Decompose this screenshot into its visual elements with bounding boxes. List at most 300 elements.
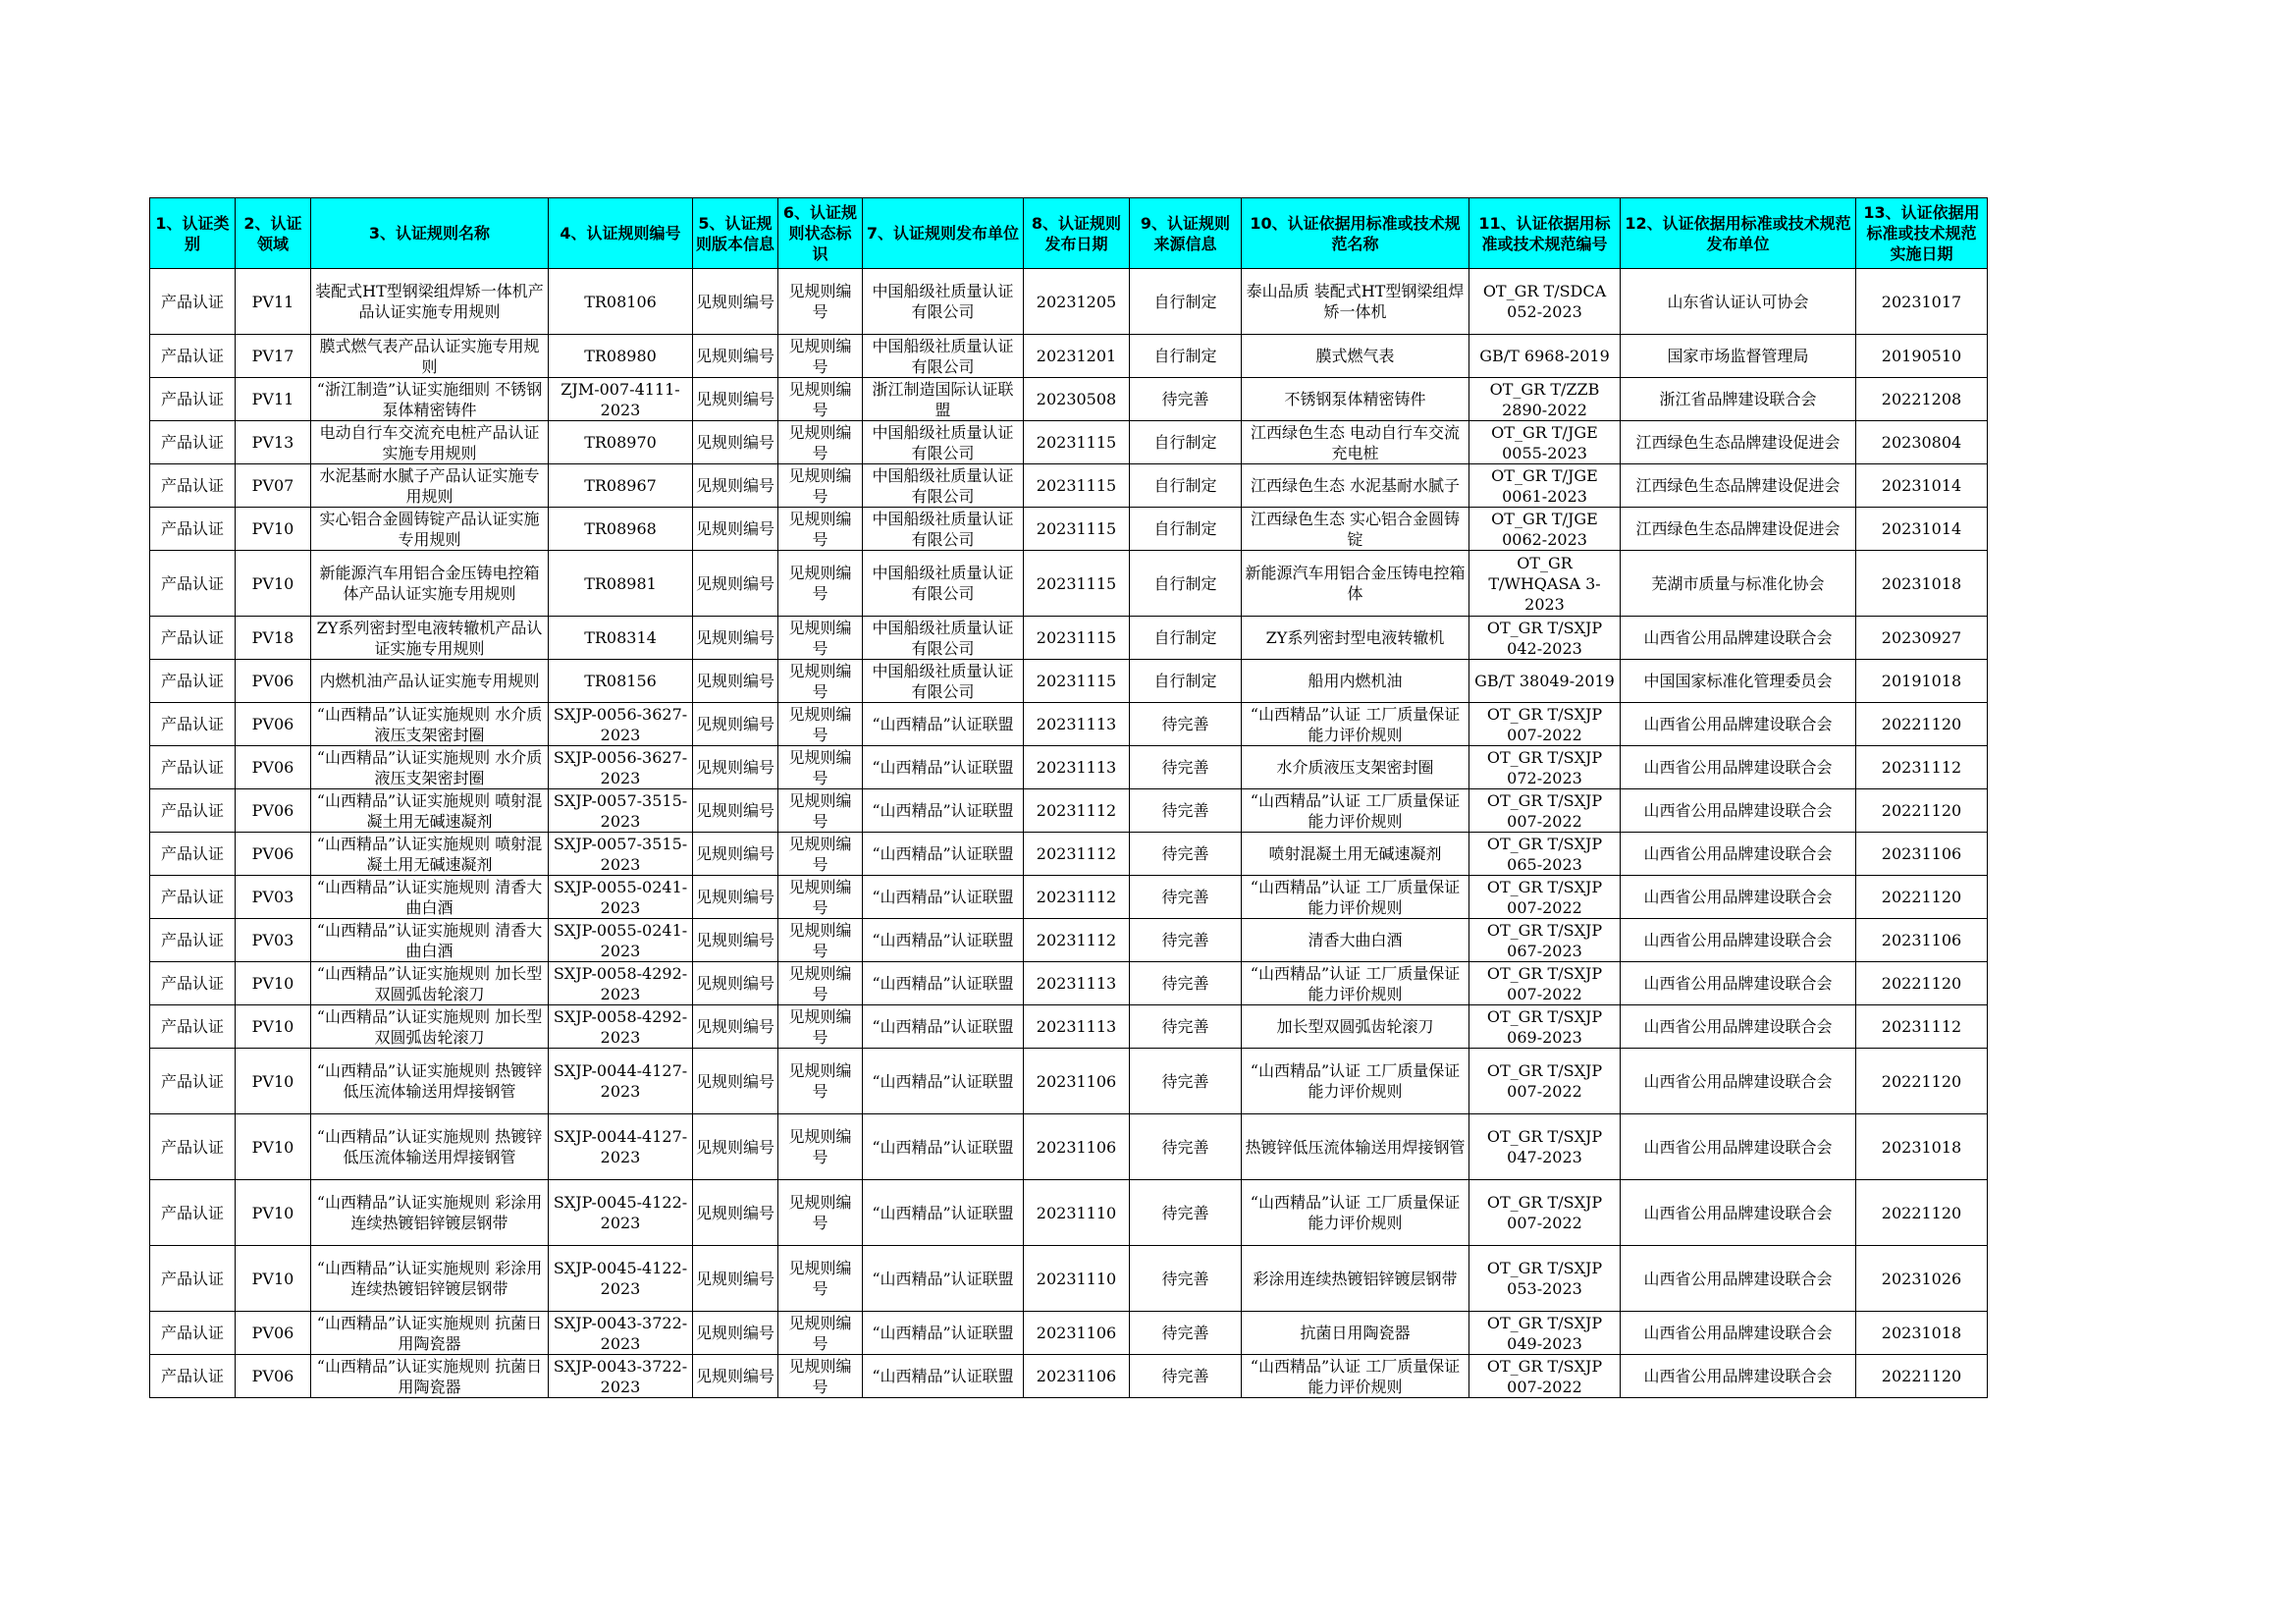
cell-text: 产品认证 — [160, 573, 224, 593]
cell-text: 自行制定 — [1153, 476, 1217, 495]
cell-text: 山西省公用品牌建设联合会 — [1643, 1203, 1833, 1222]
cell-text: 中国船级社质量认证有限公司 — [872, 661, 1014, 701]
cell-rule-publisher — [863, 1355, 1024, 1398]
cell-text: 20191018 — [1881, 672, 1962, 690]
cell-text: 见规则编号 — [788, 1061, 852, 1101]
cell-text: PV10 — [251, 974, 294, 993]
cell-rule-source — [1130, 1049, 1242, 1114]
cell-standard-date — [1856, 876, 1988, 919]
cell-text: 20231112 — [1036, 801, 1117, 820]
cell-standard-date — [1856, 464, 1988, 508]
cell-cert-category — [150, 1355, 236, 1398]
header-standard-date: 13、认证依据用标准或技术规范实施日期 — [1856, 198, 1988, 269]
cell-rule-status — [778, 1312, 863, 1355]
cell-text: “山西精品”认证联盟 — [872, 844, 1014, 863]
cell-rule-publisher — [863, 789, 1024, 833]
cell-cert-category — [150, 1312, 236, 1355]
cell-standard-number — [1469, 1355, 1621, 1398]
cell-rule-source — [1130, 464, 1242, 508]
cell-text: 不锈钢泵体精密铸件 — [1284, 390, 1426, 408]
cell-rule-publisher — [863, 335, 1024, 378]
table-body — [150, 269, 1988, 1398]
cell-rule-number — [549, 1246, 693, 1312]
cell-text: SXJP-0043-3722-2023 — [553, 1356, 688, 1396]
cell-text: 见规则编号 — [788, 877, 852, 917]
cell-text: SXJP-0055-0241-2023 — [553, 877, 688, 917]
cell-text: OT_GR T/JGE 0062-2023 — [1491, 509, 1598, 549]
cell-rule-version — [693, 1355, 778, 1398]
cell-text: PV06 — [251, 1367, 294, 1385]
cell-text: 自行制定 — [1153, 433, 1217, 452]
cell-rule-publisher — [863, 1180, 1024, 1246]
cell-cert-field — [236, 833, 311, 876]
cell-rule-source — [1130, 617, 1242, 660]
cell-standard-name — [1242, 1114, 1469, 1180]
cell-text: 待完善 — [1161, 390, 1209, 408]
cell-text: 见规则编号 — [696, 433, 774, 452]
cell-text: 见规则编号 — [696, 1203, 774, 1222]
cell-text: 见规则编号 — [788, 618, 852, 658]
cell-rule-number — [549, 789, 693, 833]
table-row — [150, 919, 1988, 962]
cell-text: 20231018 — [1881, 573, 1962, 593]
cell-rule-status — [778, 1246, 863, 1312]
cell-cert-field — [236, 617, 311, 660]
cell-standard-date — [1856, 660, 1988, 703]
cell-standard-number — [1469, 1114, 1621, 1180]
cell-text: 20231018 — [1881, 1324, 1962, 1342]
cell-text: 20221120 — [1881, 801, 1962, 820]
header-rule-version: 5、认证规则版本信息 — [693, 198, 778, 269]
cell-text: OT_GR T/SXJP 069-2023 — [1486, 1006, 1603, 1047]
cell-text: 20190510 — [1881, 347, 1962, 365]
cell-text: 见规则编号 — [788, 379, 852, 419]
cell-text: “山西精品”认证 工厂质量保证能力评价规则 — [1250, 790, 1461, 831]
cell-text: PV10 — [251, 519, 294, 538]
cell-rule-date — [1024, 1180, 1130, 1246]
cell-text: PV06 — [251, 801, 294, 820]
cell-text: 见规则编号 — [696, 758, 774, 777]
cell-standard-name — [1242, 551, 1469, 617]
cell-cert-field — [236, 703, 311, 746]
cell-cert-category — [150, 1049, 236, 1114]
cell-rule-version — [693, 876, 778, 919]
cell-rule-source — [1130, 789, 1242, 833]
cell-standard-name — [1242, 660, 1469, 703]
cell-standard-publisher — [1621, 1049, 1856, 1114]
cell-text: GB/T 6968-2019 — [1479, 347, 1610, 365]
cell-text: 产品认证 — [160, 476, 224, 495]
cell-rule-version — [693, 269, 778, 335]
cell-text: 20231110 — [1036, 1269, 1117, 1288]
cell-standard-number — [1469, 833, 1621, 876]
cell-rule-name — [311, 464, 549, 508]
cell-text: 产品认证 — [160, 519, 224, 538]
cell-text: TR08981 — [584, 573, 657, 593]
cell-rule-version — [693, 919, 778, 962]
header-cert-category: 1、认证类别 — [150, 198, 236, 269]
cell-standard-name — [1242, 919, 1469, 962]
cell-text: 产品认证 — [160, 1269, 224, 1288]
cell-text: 见规则编号 — [788, 704, 852, 744]
cell-rule-name — [311, 1246, 549, 1312]
cell-text: “山西精品”认证实施规则 清香大曲白酒 — [316, 920, 543, 960]
cell-text: 芜湖市质量与标准化协会 — [1651, 573, 1825, 593]
table-row — [150, 833, 1988, 876]
cell-text: 见规则编号 — [788, 1259, 852, 1298]
cell-text: 见规则编号 — [788, 790, 852, 831]
cell-text: 见规则编号 — [696, 1324, 774, 1342]
cell-standard-publisher — [1621, 1114, 1856, 1180]
cell-text: OT_GR T/WHQASA 3-2023 — [1488, 553, 1601, 614]
cell-rule-publisher — [863, 617, 1024, 660]
cell-text: 见规则编号 — [788, 963, 852, 1003]
cell-rule-source — [1130, 378, 1242, 421]
cell-standard-number — [1469, 421, 1621, 464]
cell-rule-source — [1130, 703, 1242, 746]
header-standard-name: 10、认证依据用标准或技术规范名称 — [1242, 198, 1469, 269]
cell-text: PV06 — [251, 844, 294, 863]
cell-cert-field — [236, 962, 311, 1005]
cell-text: 20231017 — [1881, 292, 1962, 311]
cell-rule-source — [1130, 1180, 1242, 1246]
cell-text: ZJM-007-4111-2023 — [561, 379, 680, 419]
header-rule-status: 6、认证规则状态标识 — [778, 198, 863, 269]
cell-rule-source — [1130, 421, 1242, 464]
cell-text: 产品认证 — [160, 758, 224, 777]
cell-text: “山西精品”认证联盟 — [872, 1017, 1014, 1036]
cell-rule-version — [693, 962, 778, 1005]
cell-text: 20221120 — [1881, 1367, 1962, 1385]
cell-rule-version — [693, 1312, 778, 1355]
cell-text: 泰山品质 装配式HT型钢梁组焊矫一体机 — [1246, 282, 1465, 321]
cell-rule-version — [693, 746, 778, 789]
cell-text: PV03 — [251, 888, 294, 906]
cell-text: 20231115 — [1036, 476, 1117, 495]
cell-rule-source — [1130, 1355, 1242, 1398]
cell-rule-publisher — [863, 1114, 1024, 1180]
cell-text: OT_GR T/SXJP 065-2023 — [1486, 834, 1603, 874]
cell-text: 江西绿色生态品牌建设促进会 — [1635, 476, 1841, 495]
cell-text: GB/T 38049-2019 — [1474, 672, 1615, 690]
cell-rule-publisher — [863, 1312, 1024, 1355]
cell-text: 内燃机油产品认证实施专用规则 — [319, 672, 540, 690]
cell-text: 见规则编号 — [788, 1193, 852, 1232]
cell-text: 20231115 — [1036, 519, 1117, 538]
cell-standard-publisher — [1621, 876, 1856, 919]
cell-text: 自行制定 — [1153, 519, 1217, 538]
cell-text: 见规则编号 — [696, 628, 774, 647]
cell-rule-number — [549, 617, 693, 660]
cell-text: 山西省公用品牌建设联合会 — [1643, 931, 1833, 949]
cell-standard-number — [1469, 876, 1621, 919]
cell-text: 20231112 — [1036, 931, 1117, 949]
table-row — [150, 962, 1988, 1005]
cell-text: “山西精品”认证联盟 — [872, 1367, 1014, 1385]
cell-text: 见规则编号 — [788, 1006, 852, 1047]
cell-text: 山西省公用品牌建设联合会 — [1643, 1324, 1833, 1342]
cell-text: 20231026 — [1881, 1269, 1962, 1288]
cell-text: PV07 — [251, 476, 294, 495]
cell-rule-status — [778, 617, 863, 660]
cell-rule-publisher — [863, 919, 1024, 962]
cell-cert-category — [150, 617, 236, 660]
cell-standard-date — [1856, 962, 1988, 1005]
cell-text: 20231014 — [1881, 519, 1962, 538]
cell-standard-number — [1469, 660, 1621, 703]
cell-rule-number — [549, 508, 693, 551]
cell-standard-date — [1856, 1312, 1988, 1355]
cell-text: 喷射混凝土用无碱速凝剂 — [1268, 844, 1442, 863]
cell-rule-source — [1130, 1246, 1242, 1312]
cell-text: 产品认证 — [160, 628, 224, 647]
cell-text: 膜式燃气表产品认证实施专用规则 — [319, 336, 540, 376]
cell-text: SXJP-0044-4127-2023 — [553, 1061, 688, 1101]
cell-standard-date — [1856, 833, 1988, 876]
cell-rule-date — [1024, 703, 1130, 746]
table-row — [150, 660, 1988, 703]
cell-rule-date — [1024, 617, 1130, 660]
cell-standard-date — [1856, 551, 1988, 617]
cell-text: 山西省公用品牌建设联合会 — [1643, 715, 1833, 733]
cell-rule-version — [693, 378, 778, 421]
cell-text: PV10 — [251, 1269, 294, 1288]
cell-rule-status — [778, 1114, 863, 1180]
cell-rule-name — [311, 269, 549, 335]
cell-rule-source — [1130, 876, 1242, 919]
cell-rule-date — [1024, 1005, 1130, 1049]
cell-text: 产品认证 — [160, 844, 224, 863]
cell-text: 产品认证 — [160, 888, 224, 906]
cell-text: 山西省公用品牌建设联合会 — [1643, 628, 1833, 647]
cell-text: 见规则编号 — [788, 465, 852, 506]
cell-text: 待完善 — [1161, 931, 1209, 949]
cell-cert-field — [236, 1005, 311, 1049]
cell-rule-publisher — [863, 660, 1024, 703]
cell-text: 山西省公用品牌建设联合会 — [1643, 844, 1833, 863]
table-row — [150, 335, 1988, 378]
cell-rule-status — [778, 464, 863, 508]
cell-text: 20231112 — [1036, 888, 1117, 906]
cell-text: 待完善 — [1161, 844, 1209, 863]
cell-text: 20231115 — [1036, 573, 1117, 593]
cell-rule-name — [311, 617, 549, 660]
cell-rule-status — [778, 746, 863, 789]
cell-text: 20221120 — [1881, 974, 1962, 993]
cell-rule-publisher — [863, 464, 1024, 508]
cell-standard-number — [1469, 1246, 1621, 1312]
cell-standard-number — [1469, 703, 1621, 746]
cell-rule-publisher — [863, 508, 1024, 551]
cell-text: 装配式HT型钢梁组焊矫一体机产品认证实施专用规则 — [315, 282, 544, 321]
cell-text: OT_GR T/SXJP 007-2022 — [1486, 1061, 1603, 1101]
cell-rule-name — [311, 1114, 549, 1180]
cell-text: 中国船级社质量认证有限公司 — [872, 618, 1014, 658]
cell-text: 见规则编号 — [788, 661, 852, 701]
cell-text: OT_GR T/SXJP 007-2022 — [1486, 1193, 1603, 1232]
cell-standard-name — [1242, 962, 1469, 1005]
cell-text: “山西精品”认证联盟 — [872, 1269, 1014, 1288]
cell-cert-field — [236, 421, 311, 464]
cell-text: PV06 — [251, 758, 294, 777]
cell-text: 水泥基耐水腻子产品认证实施专用规则 — [319, 465, 540, 506]
cell-cert-field — [236, 508, 311, 551]
cell-standard-publisher — [1621, 269, 1856, 335]
cell-rule-version — [693, 789, 778, 833]
cell-text: 产品认证 — [160, 1324, 224, 1342]
cell-rule-number — [549, 660, 693, 703]
cell-cert-category — [150, 508, 236, 551]
cell-rule-name — [311, 1049, 549, 1114]
cell-rule-publisher — [863, 876, 1024, 919]
cell-standard-number — [1469, 746, 1621, 789]
cell-rule-date — [1024, 833, 1130, 876]
cell-standard-date — [1856, 919, 1988, 962]
cell-standard-number — [1469, 962, 1621, 1005]
cell-cert-field — [236, 1312, 311, 1355]
cell-text: 见规则编号 — [696, 1017, 774, 1036]
cell-standard-number — [1469, 919, 1621, 962]
table-row — [150, 789, 1988, 833]
cell-text: 20231106 — [1881, 844, 1962, 863]
cell-text: “山西精品”认证 工厂质量保证能力评价规则 — [1250, 963, 1461, 1003]
cell-rule-name — [311, 508, 549, 551]
cell-standard-publisher — [1621, 703, 1856, 746]
cell-rule-name — [311, 660, 549, 703]
cell-cert-field — [236, 660, 311, 703]
cell-text: “山西精品”认证联盟 — [872, 931, 1014, 949]
header-rule-number: 4、认证规则编号 — [549, 198, 693, 269]
cell-text: SXJP-0057-3515-2023 — [553, 834, 688, 874]
cell-text: OT_GR T/SXJP 072-2023 — [1486, 747, 1603, 787]
cell-text: 山西省公用品牌建设联合会 — [1643, 1137, 1833, 1157]
cell-standard-publisher — [1621, 919, 1856, 962]
cell-text: “山西精品”认证实施规则 抗菌日用陶瓷器 — [316, 1313, 543, 1353]
cell-rule-date — [1024, 962, 1130, 1005]
cell-standard-date — [1856, 269, 1988, 335]
cell-rule-source — [1130, 269, 1242, 335]
cell-rule-number — [549, 746, 693, 789]
cell-rule-number — [549, 1312, 693, 1355]
cell-text: 20231112 — [1881, 758, 1962, 777]
cell-text: 20231106 — [1036, 1137, 1117, 1157]
cell-text: 20221208 — [1881, 390, 1962, 408]
cell-text: 江西绿色生态 电动自行车交流充电桩 — [1250, 422, 1461, 462]
cell-rule-status — [778, 421, 863, 464]
cell-rule-version — [693, 1180, 778, 1246]
cell-cert-category — [150, 919, 236, 962]
cell-text: 见规则编号 — [788, 336, 852, 376]
cell-standard-number — [1469, 464, 1621, 508]
cell-text: 见规则编号 — [788, 1356, 852, 1396]
cell-text: 清香大曲白酒 — [1308, 931, 1403, 949]
cell-text: PV13 — [251, 433, 294, 452]
cell-standard-name — [1242, 421, 1469, 464]
cell-text: TR08106 — [584, 292, 657, 311]
cell-text: SXJP-0045-4122-2023 — [553, 1259, 688, 1298]
cell-cert-category — [150, 421, 236, 464]
cell-cert-category — [150, 789, 236, 833]
cell-text: 20231106 — [1881, 931, 1962, 949]
cell-text: “山西精品”认证联盟 — [872, 974, 1014, 993]
cell-text: 20221120 — [1881, 888, 1962, 906]
cell-cert-category — [150, 703, 236, 746]
cell-rule-source — [1130, 833, 1242, 876]
cell-text: 20231018 — [1881, 1137, 1962, 1157]
cell-rule-source — [1130, 508, 1242, 551]
cell-text: “山西精品”认证 工厂质量保证能力评价规则 — [1250, 1356, 1461, 1396]
cell-text: OT_GR T/SXJP 049-2023 — [1486, 1313, 1603, 1353]
cell-standard-publisher — [1621, 551, 1856, 617]
cell-text: OT_GR T/SDCA 052-2023 — [1482, 282, 1607, 321]
cell-text: SXJP-0057-3515-2023 — [553, 790, 688, 831]
cell-text: OT_GR T/SXJP 007-2022 — [1486, 963, 1603, 1003]
cell-rule-date — [1024, 746, 1130, 789]
cell-text: 见规则编号 — [696, 931, 774, 949]
cell-rule-publisher — [863, 269, 1024, 335]
cell-text: “山西精品”认证联盟 — [872, 1203, 1014, 1222]
cell-rule-date — [1024, 789, 1130, 833]
cell-text: 山西省公用品牌建设联合会 — [1643, 758, 1833, 777]
cell-text: SXJP-0056-3627-2023 — [553, 747, 688, 787]
cell-standard-name — [1242, 335, 1469, 378]
table-row — [150, 464, 1988, 508]
cell-rule-version — [693, 335, 778, 378]
cell-text: PV06 — [251, 715, 294, 733]
cell-text: “山西精品”认证联盟 — [872, 758, 1014, 777]
cell-rule-name — [311, 1312, 549, 1355]
cell-text: 20231115 — [1036, 433, 1117, 452]
cell-rule-number — [549, 335, 693, 378]
cell-text: 自行制定 — [1153, 672, 1217, 690]
cell-rule-status — [778, 789, 863, 833]
cell-text: 国家市场监督管理局 — [1667, 347, 1809, 365]
cell-rule-name — [311, 876, 549, 919]
cell-text: 见规则编号 — [788, 920, 852, 960]
cell-text: “山西精品”认证联盟 — [872, 1071, 1014, 1091]
cell-rule-version — [693, 617, 778, 660]
cell-standard-publisher — [1621, 833, 1856, 876]
cell-text: “山西精品”认证 工厂质量保证能力评价规则 — [1250, 1193, 1461, 1232]
cell-cert-category — [150, 1246, 236, 1312]
cell-standard-number — [1469, 617, 1621, 660]
cell-rule-number — [549, 962, 693, 1005]
cell-text: “浙江制造”认证实施细则 不锈钢泵体精密铸件 — [316, 379, 543, 419]
cell-rule-status — [778, 833, 863, 876]
cell-text: SXJP-0058-4292-2023 — [553, 1006, 688, 1047]
cell-text: 见规则编号 — [788, 509, 852, 549]
cell-text: PV18 — [251, 628, 294, 647]
cell-text: 彩涂用连续热镀铝锌镀层钢带 — [1253, 1269, 1458, 1288]
cell-standard-name — [1242, 508, 1469, 551]
cell-text: SXJP-0056-3627-2023 — [553, 704, 688, 744]
cell-text: 中国船级社质量认证有限公司 — [872, 509, 1014, 549]
cell-rule-date — [1024, 508, 1130, 551]
cell-text: 见规则编号 — [696, 888, 774, 906]
cell-cert-field — [236, 269, 311, 335]
cell-text: 新能源汽车用铝合金压铸电控箱体 — [1245, 564, 1466, 603]
cell-rule-publisher — [863, 962, 1024, 1005]
cell-rule-name — [311, 746, 549, 789]
cell-text: 待完善 — [1161, 715, 1209, 733]
cell-text: 产品认证 — [160, 1137, 224, 1157]
cell-rule-version — [693, 1246, 778, 1312]
cell-standard-name — [1242, 876, 1469, 919]
cell-text: “山西精品”认证实施规则 热镀锌低压流体输送用焊接钢管 — [316, 1127, 543, 1166]
cell-standard-date — [1856, 1246, 1988, 1312]
cell-standard-publisher — [1621, 464, 1856, 508]
cell-text: 产品认证 — [160, 801, 224, 820]
